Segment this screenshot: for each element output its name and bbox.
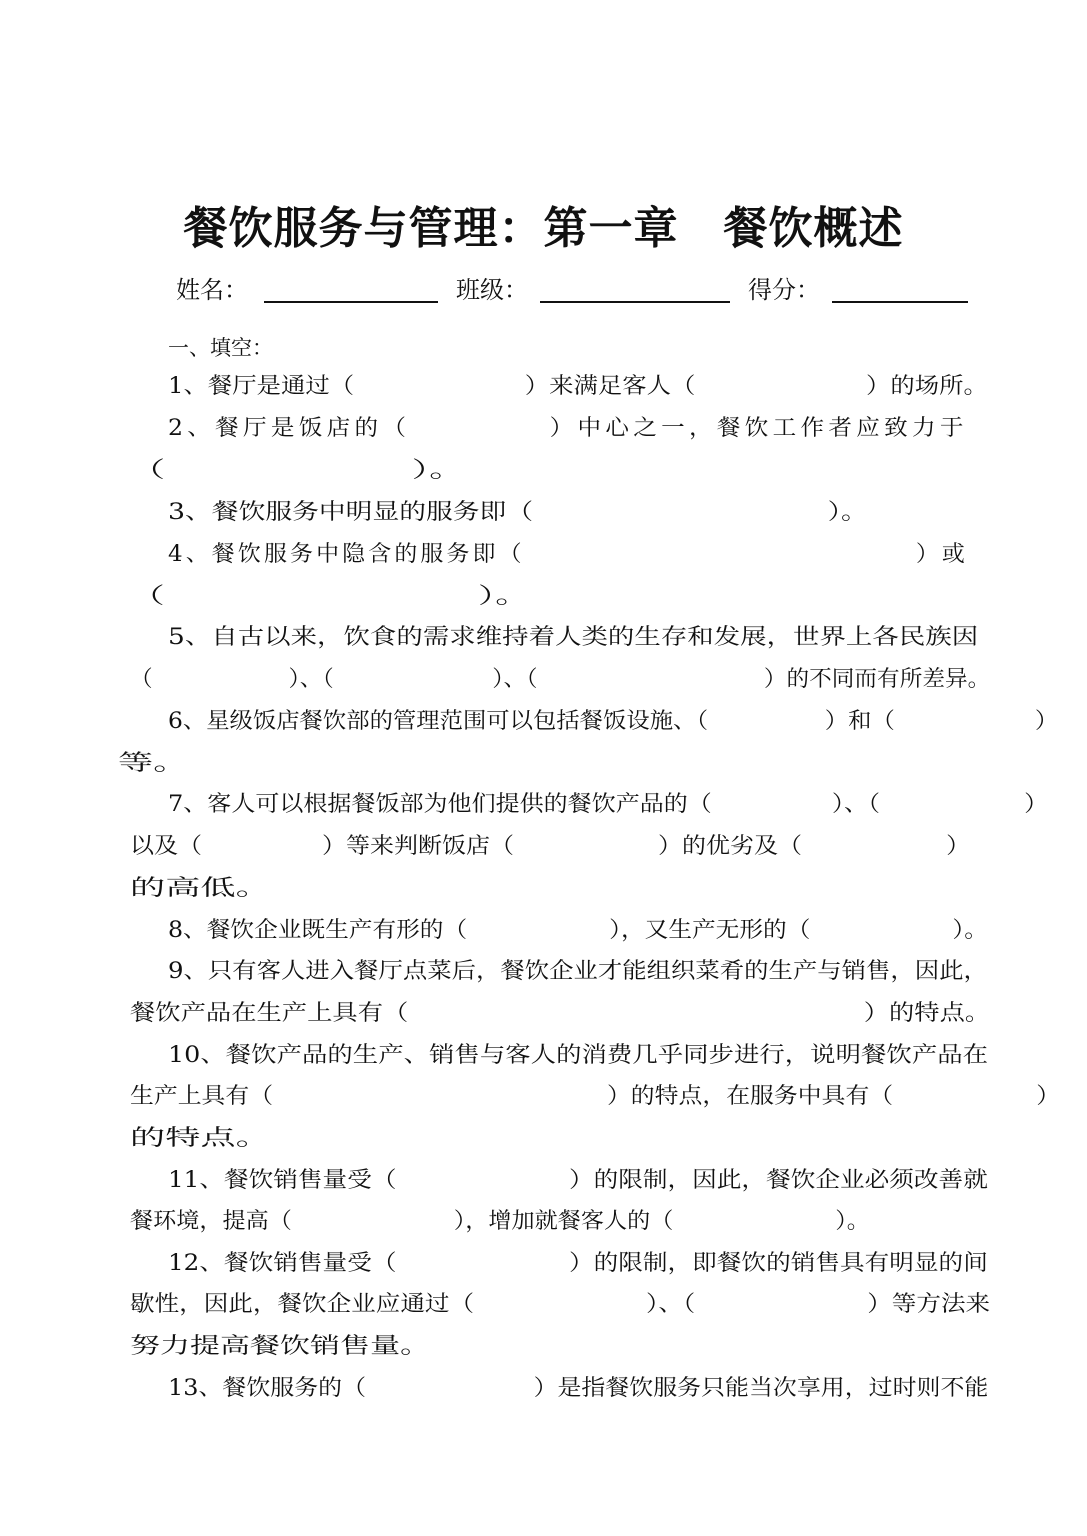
- question-line: 3、餐饮服务中明显的服务即（ ）。: [168, 500, 868, 525]
- name-label: 姓名：: [176, 276, 248, 304]
- question-line: 以及（ ）等来判断饭店（ ）的优劣及（ ）: [130, 834, 971, 859]
- class-label: 班级：: [456, 276, 528, 304]
- question-line: 8、餐饮企业既生产有形的（ ），又生产无形的（ ）。: [168, 918, 988, 943]
- question-line: 歇性，因此，餐饮企业应通过（ ）、（ ）等方法来: [130, 1292, 991, 1317]
- question-line: （ ）。: [130, 458, 465, 483]
- question-line: 5、自古以来，饮食的需求维持着人类的生存和发展，世界上各民族因: [168, 625, 979, 650]
- page-title: 餐饮服务与管理：第一章 餐饮概述: [183, 203, 904, 254]
- class-field[interactable]: [540, 301, 730, 303]
- question-line: 10、餐饮产品的生产、销售与客人的消费几乎同步进行，说明餐饮产品在: [168, 1043, 989, 1068]
- question-line: 9、只有客人进入餐厅点菜后，餐饮企业才能组织菜肴的生产与销售，因此，: [168, 959, 988, 984]
- question-line: 7、客人可以根据餐饭部为他们提供的餐饮产品的（ ）、（ ）: [168, 792, 1049, 817]
- question-line: 餐环境，提高（ ），增加就餐客人的（ ）。: [130, 1209, 870, 1234]
- question-line: 餐饮产品在生产上具有（ ）的特点。: [130, 1001, 991, 1026]
- score-field[interactable]: [832, 301, 968, 303]
- name-field[interactable]: [264, 301, 438, 303]
- question-line: 6、星级饭店餐饮部的管理范围可以包括餐饭设施、（ ）和（ ）: [168, 709, 1059, 734]
- question-line: 努力提高餐饮销售量。: [130, 1334, 431, 1359]
- section-heading: 一、填空：: [168, 336, 273, 360]
- question-line: （ ）、（ ）、（ ）的不同而有所差异。: [130, 667, 991, 692]
- score-label: 得分：: [748, 276, 820, 304]
- question-line: （ ）。: [130, 584, 531, 609]
- question-line: 11、餐饮销售量受（ ）的限制，因此，餐饮企业必须改善就: [168, 1168, 988, 1193]
- question-line: 1、餐厅是通过（ ）来满足客人（ ）的场所。: [168, 374, 988, 399]
- question-line: 等。: [118, 751, 189, 776]
- question-line: 的特点。: [130, 1126, 271, 1151]
- question-line: 12、餐饮销售量受（ ）的限制，即餐饮的销售具有明显的间: [168, 1251, 988, 1276]
- question-line: 2、餐厅是饭店的（ ）中心之一，餐饮工作者应致力于: [168, 416, 968, 441]
- question-line: 13、餐饮服务的（ ）是指餐饮服务只能当次享用，过时则不能: [168, 1376, 989, 1401]
- question-line: 的高低。: [130, 876, 271, 901]
- question-line: 4、餐饮服务中隐含的服务即（ ）或: [168, 542, 968, 567]
- question-line: 生产上具有（ ）的特点，在服务中具有（ ）: [130, 1084, 1061, 1109]
